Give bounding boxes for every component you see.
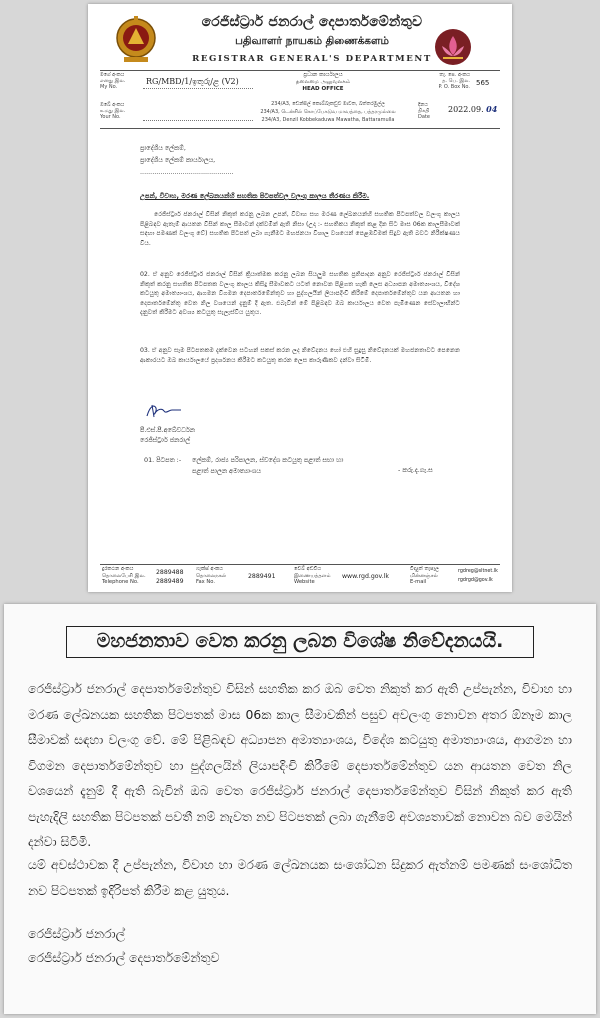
date-printed: 2022.09.	[448, 105, 487, 114]
addressee-line-3: ..............................................	[140, 168, 234, 176]
notice-sign-line-2: රෙජිස්ට්‍රාර් ජනරාල් දෙපාර්තමේන්තුව	[28, 950, 220, 965]
footer-email-label: විද්‍යුත් තැපෑල மின்னஞ்சல் E-mail	[410, 566, 440, 585]
header-title-tamil: பதிவாளர் நாயகம் திணைக்களம்	[235, 35, 389, 47]
head-office-sinhala: ප්‍රධාන කාර්යාලය	[303, 72, 343, 78]
state-emblem-icon	[114, 14, 158, 66]
copy-note: - කරු.දැ.ගැ.ස	[398, 466, 433, 474]
date-handwritten: 04	[486, 104, 498, 114]
subject-line: උපන්, විවාහ, මරණ ලේඛනයන්හි සහතික පිටපත්වල වලංගු කාලය තීරණය කිරීම.	[140, 192, 370, 200]
footer-fax-label: ෆැක්ස් අංකය தொலைநகல் Fax No.	[196, 566, 227, 585]
my-no-underline	[143, 88, 253, 89]
header-title-english: REGISTRAR GENERAL'S DEPARTMENT	[192, 54, 432, 64]
header-title-sinhala: රෙජිස්ට්‍රාර් ජනරාල් දෙපාර්තමේන්තුව	[201, 14, 423, 30]
copy-text-2: පළාත් පාලන අමාත්‍යාංශය	[192, 467, 261, 475]
address-tamil: 234/A3, டென்சில் கொப்பேகடுவ மாவத்தை, பத்தரமுல்லை	[260, 109, 396, 115]
date-label: දිනය திகதி Date	[418, 102, 430, 120]
your-no-label: ඔබේ අංකය உமது இல. Your No.	[100, 102, 126, 120]
letter-paragraph-1: රෙජිස්ට්‍රාර් ජනරාල් විසින් නිකුත් කරනු ලබන උපන්, විවාහ සහ මරණ ලේඛනයන්හි සහතික පිටපත්වල වලංගු කාලය පිළිබඳව ඇතැම් ආයතන විසින් කාල සීමාවන් දක්වමින් ඇති නිසා (උදා :- සහතිකය නිකුත් කළ දින සිට මාස 06ක කාලසීමාවක් සඳහා පමණක් වලංගු වේ) සහතික පිටපත් ලබා ගැනීමට මහජනයා විශාල වශයෙන් පෙළඹවීමක් සිදුව ඇති බවට නිරීක්ෂණය විය.	[140, 211, 460, 247]
department-logo-icon	[434, 28, 472, 66]
footer-fax: 2889491	[248, 573, 276, 580]
addressee-line-2: ප්‍රාදේශීය ලේකම් කාර්යාලය,	[140, 156, 216, 164]
head-office-tamil: தலைமை அலுவலகம்	[295, 79, 351, 85]
signer-name: පී.එස්.පී.අබේවර්ධන	[140, 426, 195, 434]
head-office-english: HEAD OFFICE	[302, 86, 344, 92]
my-no-label: මගේ අංකය எனது இல. My No.	[100, 72, 126, 90]
letter-paragraph-3: 03. ඒ අනුව සෑම පිටපතකම දැක්වෙන සටහන් සකස් කරන ලද නිවේදනය හෝ එහි සුදුසු නිවේදනයක් මහජනතාවට පෙනෙන ආකාරයට ඔබ කාර්යාලයේ ප්‍රදර්ශනය කිරීමට කටයුතු කරන ලෙස කාරුණිකව දන්වා සිටිමි.	[140, 347, 460, 364]
po-box-label: තැ. පෙ. අංකය த. பெ. இல. P. O. Box No.	[438, 72, 470, 90]
notice-paragraph-1: රෙජිස්ට්‍රාර් ජනරාල් දෙපාර්තමේන්තුව විසින් සහතික කර ඔබ වෙත නිකුත් කර ඇති උප්පැන්න, විවාහ හා මරණ ලේඛනයක සහතික පිටපතක් මාස 06ක කාල සීමාවකින් පසුව අවලංගු නොවන අතර ඕනෑම කාල සීමාවක් සඳහා වලංගු වේ. මේ පිළිබඳව අධ්‍යාපන අමාත්‍යාංශය, විදේශ කටයුතු අමාත්‍යාංශය, ආගමන හා විගමන දෙපාර්තමේන්තුව හා පුද්ගලයින් ලියාපදිංචි කිරීමේ දෙපාර්තමේන්තුව යන ආයතන වෙත නිල වශයෙන් දැනුම් දී ඇති බැවින් ඔබ වෙත රෙජිස්ට්‍රාර් ජනරාල් දෙපාර්තමේන්තුව විසින් නිකුත් කර ඇති පැහැදිලි සහතික පිටපතක් පවතී නම් නැවත නව පිටපතක් ලබා ගැනීමේ අවශ්‍යතාවක් නොවන බව මෙයින් දන්වා සිටිමි.	[28, 681, 572, 849]
footer-email-2[interactable]: rgdrgd@gov.lk	[458, 578, 493, 583]
signature-icon	[144, 402, 184, 420]
notice-sign-line-1: රෙජිස්ට්‍රාර් ජනරාල්	[28, 926, 126, 941]
footer-phone-1: 2889488	[156, 569, 184, 576]
copy-text-1: ලේකම්, රාජ්‍ය පරිපාලන, ස්වදේශ කටයුතු පළාත් සභා හා	[192, 456, 344, 464]
footer-web[interactable]: www.rgd.gov.lk	[342, 573, 389, 580]
date-value	[448, 104, 497, 114]
my-no-value: RG/MBD/1/ඉතුරු/ළ (V2)	[146, 77, 239, 86]
addressee-line-1: ප්‍රාදේශීය ලේකම්,	[140, 144, 186, 152]
notice-paragraph-2: යම් අවස්ථාවක දී උප්පැන්න, විවාහ හා මරණ ලේඛනයක සංශෝධන සිදුකර ඇත්නම් පමණක් සංශෝධිත නව පිටපතක් ඉදිරිපත් කිරීම කළ යුතුය.	[28, 857, 572, 898]
letter-paragraph-2: 02. ඒ අනුව රෙජිස්ට්‍රාර් ජනරාල් විසින් ක්‍රියාත්මක කරනු ලබන සියලුම සහතික ප්‍රතිපාදන අනුව රෙජිස්ට්‍රාර් ජනරාල් විසින් නිකුත් කරනු සහතික පිටපතක වලංගු කාලය කිසිදු සීමාවකට යටත් නොවන පිළිගත හැකි ලෙස අධ්‍යාපන අමාත්‍යාංශය, විදේශ කටයුතු අමාත්‍යාංශය, ආගමන විගමන දෙපාර්තමේන්තුව හා පුද්ගලයින් ලියාපදිංචි කිරීමේ දෙපාර්තමේන්තුව යන ආයතන හා දෙපාර්තමේන්තු වෙත නිල වශයෙන් දැනුම් දී ඇත. එබැවින් මේ පිළිබඳව ඔබ කාර්යාලය වෙත පැමිණෙන සේවාලාභීන්ට දැනුවත් කිරීමට අවශ්‍ය කටයුතු සැලැස්විය යුතුය.	[140, 271, 460, 317]
your-no-underline	[143, 120, 253, 121]
notice-title: මහජනතාව වෙත කරනු ලබන විශේෂ නිවේදනයයි.	[66, 626, 534, 658]
address-sinhala: 234/A3, ඩෙන්සිල් කොබ්බෑකඩුව මාවත, බත්තරමුල්ල	[271, 101, 385, 107]
public-notice	[4, 604, 596, 1014]
official-letter	[88, 4, 512, 592]
footer-phone-label: දුරකථන අංකය தொலைபேசி இல. Telephone No.	[102, 566, 146, 585]
po-box-value: 565	[476, 79, 490, 87]
footer-web-label: වෙබ් අඩවිය இணையத்தளம் Website	[294, 566, 331, 585]
address-english: 234/A3, Denzil Kobbekaduwa Mawatha, Battaramulla	[261, 117, 395, 123]
footer-email-1[interactable]: rgdreg@sltnet.lk	[458, 569, 498, 574]
signer-title: රෙජිස්ට්‍රාර් ජනරාල්	[140, 436, 191, 444]
copy-label: 01. පිටපත :-	[144, 456, 182, 464]
footer-phone-2: 2889489	[156, 578, 184, 585]
